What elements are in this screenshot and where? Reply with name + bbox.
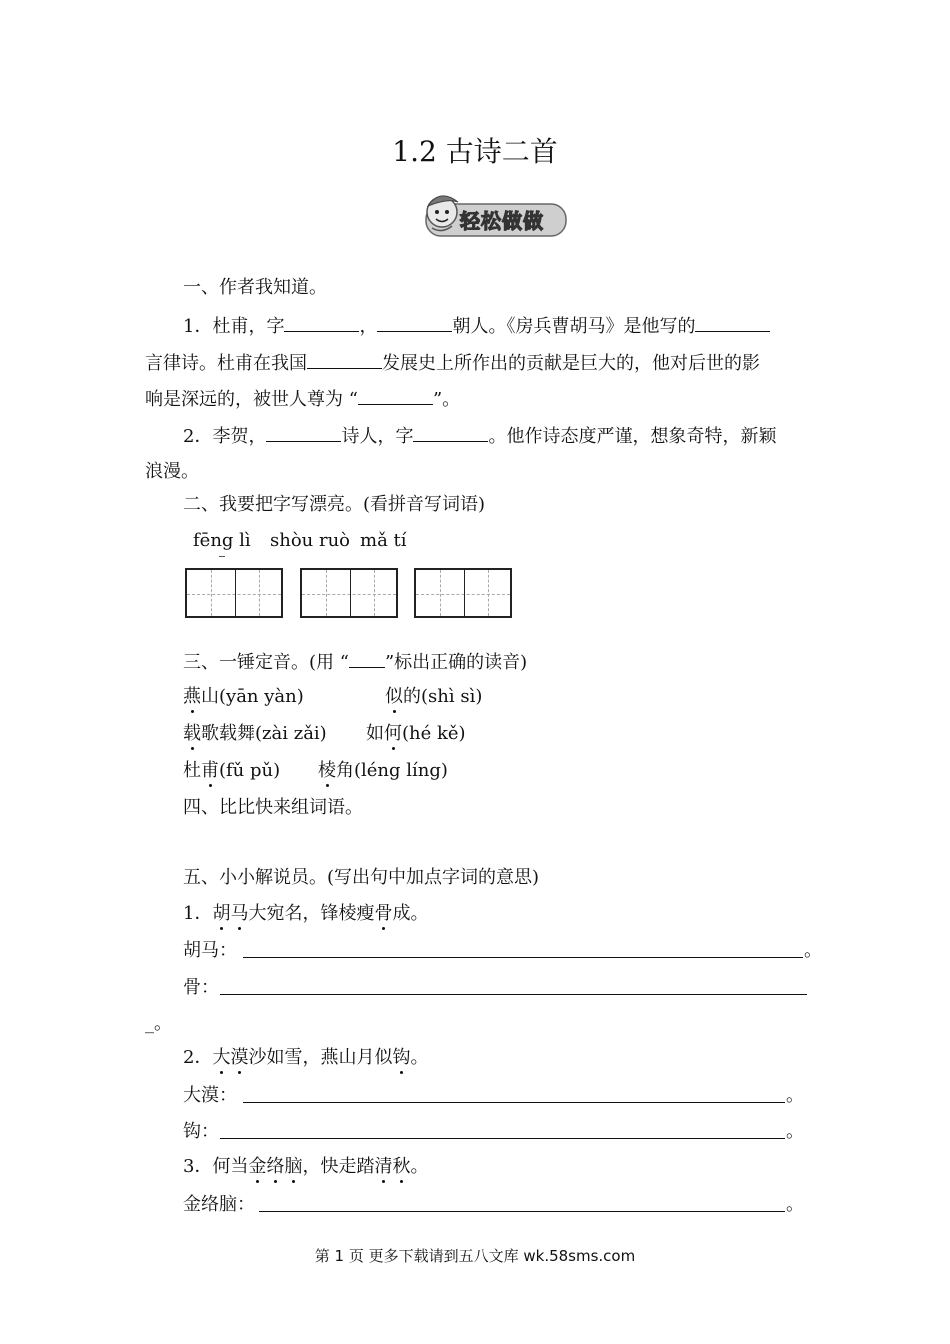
dotted-char: 漠 [230, 1047, 249, 1068]
dotted-char: 似 [385, 686, 403, 707]
text: 大宛名，锋棱瘦 [248, 903, 375, 924]
badge-text: 轻松做做 [460, 209, 544, 233]
text: 。他作诗态度严谨，想象奇特，新颖 [488, 426, 777, 447]
text: 3．何当 [183, 1156, 249, 1177]
poem-line-1 [183, 903, 428, 925]
text: 。 [410, 1156, 429, 1177]
period: 。 [786, 1194, 804, 1215]
text: 发展史上所作出的贡献是巨大的，他对后世的影 [382, 353, 760, 374]
blank [284, 314, 359, 332]
dotted-char: 胡 [212, 903, 231, 924]
section3-heading [183, 650, 527, 674]
dotted-char: 棱 [318, 760, 336, 781]
page-title: 1.2 古诗二首 [392, 135, 558, 168]
text: 。 [410, 1047, 429, 1068]
s3-item-5 [183, 760, 280, 782]
label-gou: 钩： [183, 1121, 219, 1142]
dotted-char: 马 [230, 903, 249, 924]
text: ”标出正确的读音) [384, 652, 528, 673]
dotted-char: 脑 [284, 1156, 303, 1177]
dotted-char: 金 [248, 1156, 267, 1177]
s1-q2-line1 [183, 424, 776, 448]
text: 如 [366, 723, 384, 744]
text: 朝人。《房兵曹胡马》是他写的 [452, 316, 696, 337]
dotted-char: 燕 [183, 686, 201, 707]
text: 的(shì sì) [403, 686, 483, 707]
poem-line-2 [183, 1047, 428, 1069]
dotted-char: 甫 [201, 760, 219, 781]
s3-item-3 [183, 723, 327, 745]
text: 成。 [392, 903, 429, 924]
text: ，快走踏 [302, 1156, 375, 1177]
line-tail: _。 [145, 1013, 172, 1034]
answer-line-gu[interactable] [220, 994, 807, 995]
text: 沙如雪，燕山月似 [248, 1047, 393, 1068]
text: (hé kě) [402, 723, 466, 744]
dotted-char: 骨 [374, 903, 393, 924]
pinyin-mark [219, 556, 225, 557]
pinyin-1: fēng lì [193, 530, 251, 551]
dotted-char: 钩 [392, 1047, 411, 1068]
s1-q1-line1 [183, 314, 770, 338]
dotted-char: 载 [183, 723, 201, 744]
text: 1．杜甫，字 [183, 316, 285, 337]
answer-line-huma[interactable] [243, 957, 803, 958]
section2-heading: 二、我要把字写漂亮。(看拼音写词语) [183, 494, 486, 515]
writing-box-1[interactable] [185, 568, 283, 618]
writing-box-2[interactable] [300, 568, 398, 618]
writing-box-3[interactable] [414, 568, 512, 618]
text: ”。 [432, 389, 461, 410]
period: 。 [786, 1085, 804, 1106]
answer-line-jinluonao[interactable] [259, 1211, 785, 1212]
blank [266, 424, 341, 442]
blank [413, 424, 488, 442]
answer-line-damo[interactable] [243, 1102, 785, 1103]
answer-line-gou[interactable] [220, 1138, 785, 1139]
s1-q1-line2 [145, 351, 760, 375]
pinyin-2: shòu ruò [270, 530, 351, 551]
section4-heading: 四、比比快来组词语。 [183, 797, 363, 818]
text: 言律诗。杜甫在我国 [145, 353, 307, 374]
dotted-char: 秋 [392, 1156, 411, 1177]
blank [377, 314, 452, 332]
blank [307, 351, 382, 369]
text: 歌载舞(zài zǎi) [201, 723, 327, 744]
poem-line-3 [183, 1156, 428, 1178]
text: 三、一锤定音。(用 “ [183, 652, 349, 673]
text: 2．李贺， [183, 426, 267, 447]
section1-heading: 一、作者我知道。 [183, 277, 327, 298]
period: 。 [786, 1121, 804, 1142]
dotted-char: 何 [384, 723, 402, 744]
blank [349, 650, 385, 668]
text: 角(léng líng) [336, 760, 448, 781]
badge-logo [418, 186, 568, 242]
blank [695, 314, 770, 332]
section5-heading: 五、小小解说员。(写出句中加点字词的意思) [183, 867, 540, 888]
dotted-char: 清 [374, 1156, 393, 1177]
period: 。 [804, 940, 822, 961]
dotted-char: 络 [266, 1156, 285, 1177]
text: 诗人，字 [341, 426, 414, 447]
page-footer: 第 1 页 更多下载请到五八文库 wk.58sms.com [314, 1247, 636, 1265]
s3-item-2 [385, 686, 482, 708]
text: 2． [183, 1047, 213, 1068]
text: 响是深远的，被世人尊为 “ [145, 389, 358, 410]
s1-q2-line2: 浪漫。 [145, 461, 199, 482]
pinyin-3: mǎ tí [360, 530, 407, 551]
s1-q1-line3 [145, 387, 460, 411]
text: ， [359, 316, 378, 337]
text: (fǔ pǔ) [219, 760, 281, 781]
s3-item-6 [318, 760, 448, 782]
label-huma: 胡马： [183, 940, 237, 961]
blank [358, 387, 433, 405]
label-jinluonao: 金络脑： [183, 1194, 255, 1215]
text: 1． [183, 903, 213, 924]
text: 山(yān yàn) [201, 686, 304, 707]
s3-item-1 [183, 686, 304, 708]
label-damo: 大漠： [183, 1085, 237, 1106]
label-gu: 骨： [183, 977, 219, 998]
dotted-char: 大 [212, 1047, 231, 1068]
s3-item-4 [366, 723, 466, 745]
text: 杜 [183, 760, 201, 781]
